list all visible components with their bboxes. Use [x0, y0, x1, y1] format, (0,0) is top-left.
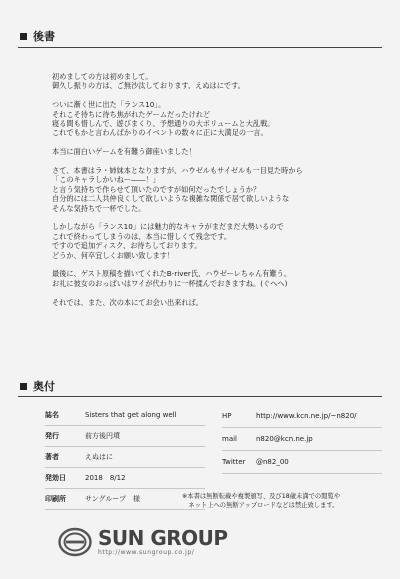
- contact-row-homepage: [222, 405, 382, 428]
- colophon-row-printer: [45, 489, 205, 510]
- row-value: 前方後円墳: [85, 432, 120, 440]
- heading-divider: [18, 47, 382, 48]
- row-label: 印刷所: [45, 495, 66, 503]
- square-bullet-icon: [20, 383, 27, 390]
- afterword-paragraph: 本当に面白いゲームを有難う御座いました！: [52, 147, 196, 157]
- printer-url[interactable]: http://www.sungroup.co.jp/: [98, 549, 195, 556]
- contact-details: [222, 405, 382, 474]
- mail-link[interactable]: n820@kcn.ne.jp: [256, 435, 313, 443]
- afterword-paragraph: 初めましての方は初めまして。 御久し振りの方は、ご無沙汰しております、えぬはにです。: [52, 72, 245, 91]
- row-label: 著者: [45, 453, 59, 461]
- row-value: サングループ 様: [85, 495, 140, 503]
- colophon-row-publisher: [45, 426, 205, 447]
- row-value: 2018 8/12: [85, 474, 126, 482]
- afterword-paragraph: さて、本書はラ・姉妹本となりますが、ハウゼルもサイゼルも一目見た時から 「このキャラしかいねー――！」 と言う気持ちで作らせて頂いたのですが如何だったでしょうか？ 自分的には二人共仲良くして欲しいような複雑な関係で居て欲しいような そんな気持ちで一杯でした。: [52, 166, 303, 213]
- afterword-body: [52, 72, 382, 316]
- colophon-row-title: [45, 405, 205, 426]
- afterword-paragraph: 最後に、ゲスト原稿を描いてくれたB-river氏、ハウゼーレちゃん有難う。 お礼に彼女のおっぱいはワイが代わりに一杯揉んでおきますね。(ぐへへ): [52, 269, 292, 288]
- afterword-heading: [20, 28, 55, 44]
- printer-logo-text: [98, 528, 228, 556]
- colophon-heading-text: 奥付: [33, 380, 55, 393]
- printer-name: SUN GROUP: [98, 526, 228, 550]
- row-label: HP: [222, 412, 232, 420]
- row-label: Twitter: [222, 458, 246, 466]
- copyright-notice: ※本書は無断転載や複製頒写、及び18歳未満での閲覧や ネット上への無断アップロードなどは禁止致します。: [182, 493, 341, 509]
- afterword-heading-text: 後書: [33, 30, 55, 43]
- colophon-heading: [20, 378, 55, 394]
- colophon-row-author: [45, 447, 205, 468]
- homepage-link[interactable]: http://www.kcn.ne.jp/~n820/: [256, 412, 357, 420]
- row-label: 発効日: [45, 474, 66, 482]
- afterword-paragraph: それでは、また、次の本にてお会い出来れば。: [52, 297, 203, 307]
- heading-divider: [18, 396, 382, 397]
- afterword-paragraph: しかしながら「ランス10」には魅力的なキャラがまだまだ大勢いるので これで終わってしまうのは、本当に惜しくて残念です。 ですので追加ディスク、お待ちしております。 どうか、何卒宜しくお願い致します！: [52, 222, 284, 260]
- row-value: Sisters that get along well: [85, 411, 177, 419]
- row-label: mail: [222, 435, 237, 443]
- square-bullet-icon: [20, 33, 27, 40]
- sun-group-logo-icon: [58, 527, 92, 557]
- contact-row-twitter: [222, 451, 382, 474]
- twitter-handle[interactable]: @n82_00: [256, 458, 289, 466]
- afterword-paragraph: ついに漸く世に出た「ランス10」。 それこそ待ちに待ち焦がれたゲームだったけれど 寝る間も惜しんで、遊びまくり、予想通りの大ボリュームと大乱戦。 これでもかと言わんばかりのイベントの数々に正に大満足の一言。: [52, 100, 275, 138]
- row-label: 誌名: [45, 411, 59, 419]
- printer-logo: [58, 527, 228, 557]
- colophon-details: [45, 405, 205, 510]
- contact-row-mail: [222, 428, 382, 451]
- colophon-row-date: [45, 468, 205, 489]
- row-label: 発行: [45, 432, 59, 440]
- row-value: えぬはに: [85, 453, 113, 461]
